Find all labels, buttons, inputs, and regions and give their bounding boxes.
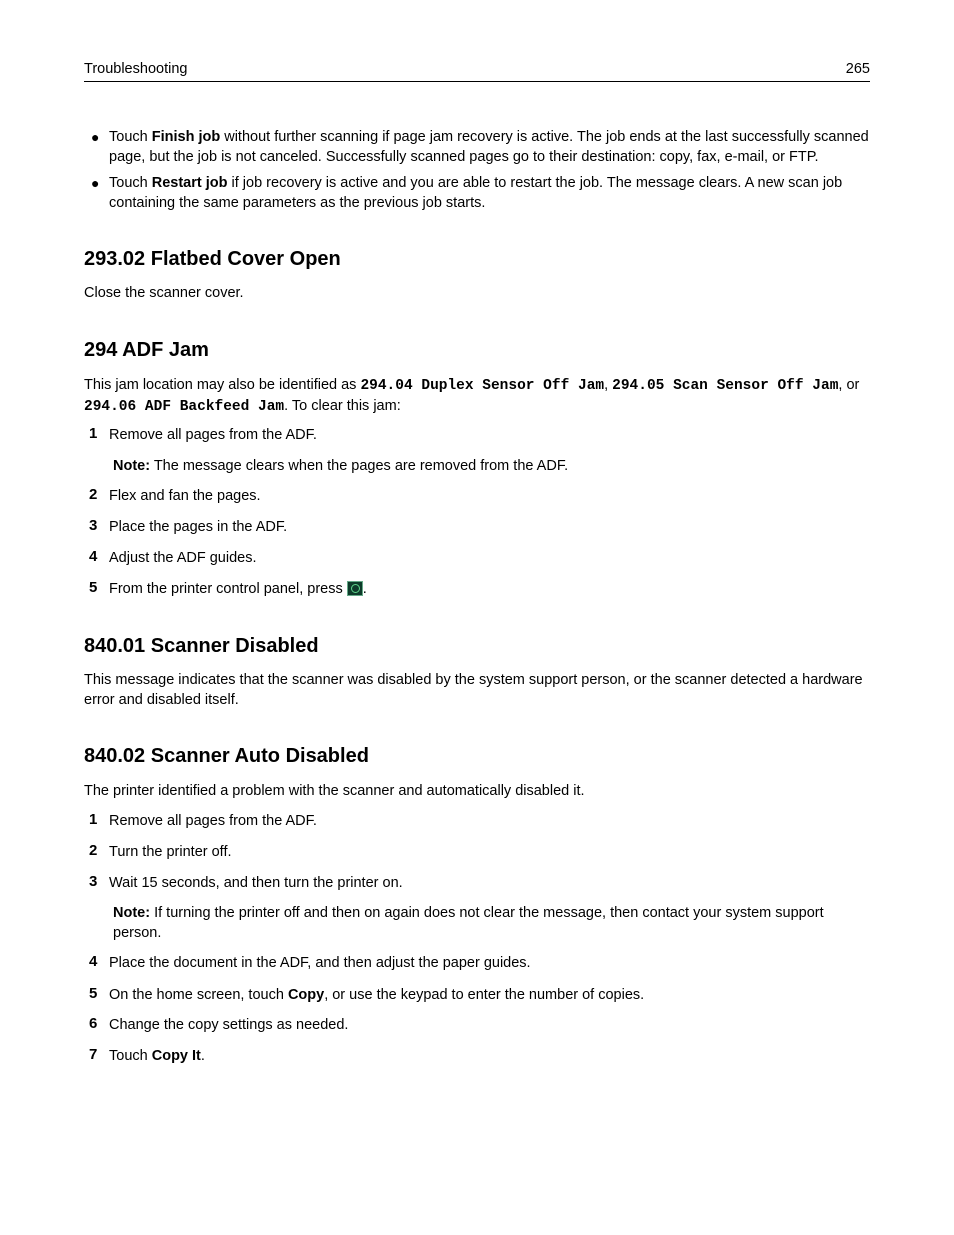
step-text: Wait 15 seconds, and then turn the printer on. <box>109 875 403 891</box>
step-text: Flex and fan the pages. <box>109 488 261 504</box>
step-number: 6 <box>89 1015 98 1032</box>
section-heading: 840.02 Scanner Auto Disabled <box>84 745 369 767</box>
list-item: Touch Restart job if job recovery is active and you are able to restart the job. The message clears. A new scan job containing the same parameters as the previous job starts. <box>109 175 843 211</box>
step-number: 5 <box>89 579 98 596</box>
error-code: 294.06 ADF Backfeed Jam <box>84 399 285 415</box>
step-text: Remove all pages from the ADF. <box>109 813 317 829</box>
step-text: Remove all pages from the ADF. <box>109 427 317 443</box>
section-heading: 840.01 Scanner Disabled <box>84 635 319 657</box>
step-text: Adjust the ADF guides. <box>109 550 257 566</box>
error-code: 294.04 Duplex Sensor Off Jam <box>360 378 605 394</box>
step-text: Place the document in the ADF, and then adjust the paper guides. <box>109 955 531 971</box>
step-text: Touch Copy It. <box>109 1048 205 1064</box>
section-heading: 294 ADF Jam <box>84 339 209 361</box>
header-section-title: Troubleshooting <box>84 61 188 77</box>
step-number: 1 <box>89 811 98 828</box>
page-number: 265 <box>845 61 870 77</box>
finish-job-label: Finish job <box>151 129 221 145</box>
bullet-dot: ● <box>91 129 100 145</box>
step-text: Place the pages in the ADF. <box>109 519 288 535</box>
note: Note: If turning the printer off and then on again does not clear the message, then contact your system support person. <box>113 905 824 941</box>
copy-label: Copy <box>287 987 325 1003</box>
copy-it-label: Copy It <box>151 1048 201 1064</box>
section-heading: 293.02 Flatbed Cover Open <box>84 248 341 270</box>
list-item: Touch Finish job without further scanning if page jam recovery is active. The job ends at the last successfully scanned page, but the job is not canceled. Successfully scanned pages go to their destination: copy, fax, e‑mail, or FTP. <box>109 129 869 165</box>
error-code: 294.05 Scan Sensor Off Jam <box>612 378 839 394</box>
page-header <box>84 60 870 82</box>
step-number: 1 <box>89 425 98 442</box>
step-number: 2 <box>89 842 98 859</box>
note: Note: The message clears when the pages are removed from the ADF. <box>113 458 569 474</box>
start-button-icon <box>347 581 363 596</box>
step-text: Change the copy settings as needed. <box>109 1017 349 1033</box>
step-text: Turn the printer off. <box>109 844 232 860</box>
step-number: 4 <box>89 953 98 970</box>
paragraph: This jam location may also be identified as 294.04 Duplex Sensor Off Jam, 294.05 Scan Sensor Off Jam, or 294.06 ADF Backfeed Jam. To clear this jam: <box>84 377 860 415</box>
step-number: 7 <box>89 1046 98 1063</box>
restart-job-label: Restart job <box>151 175 228 191</box>
step-number: 2 <box>89 486 98 503</box>
step-number: 4 <box>89 548 98 565</box>
paragraph: The printer identified a problem with the scanner and automatically disabled it. <box>84 783 585 799</box>
step-number: 3 <box>89 517 98 534</box>
step-number: 3 <box>89 873 98 890</box>
bullet-dot: ● <box>91 175 100 191</box>
step-text: On the home screen, touch Copy, or use the keypad to enter the number of copies. <box>109 987 645 1003</box>
paragraph: Close the scanner cover. <box>84 285 244 301</box>
paragraph: This message indicates that the scanner was disabled by the system support person, or the scanner detected a hardware error and disabled itself. <box>84 672 863 708</box>
step-text: From the printer control panel, press . <box>109 581 367 597</box>
step-number: 5 <box>89 985 98 1002</box>
